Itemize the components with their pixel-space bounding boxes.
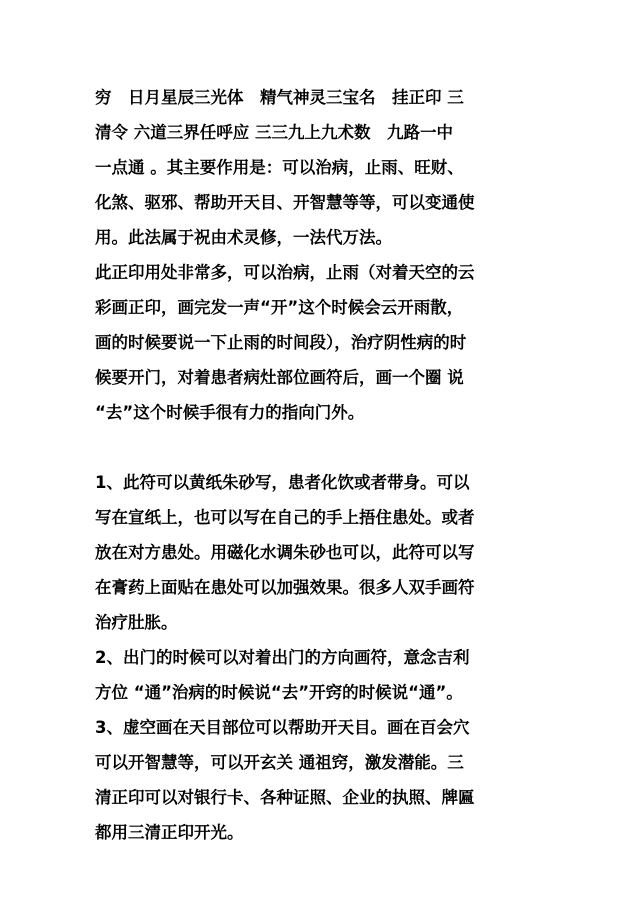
text-line-16: 治疗肚胀。: [95, 613, 178, 632]
text-line-6: 此正印用处非常多，可以治病，止雨（对着天空的云: [95, 263, 475, 282]
text-line-10: “去”这个时候手很有力的指向门外。: [95, 403, 365, 422]
text-line-5: 用。此法属于祝由术灵修，一法代万法。: [95, 228, 392, 247]
text-line-4: 化煞、驱邪、帮助开天目、开智慧等等，可以变通使: [95, 193, 475, 212]
text-line-1: 穷 日月星辰三光体 精气神灵三宝名 挂正印 三: [95, 88, 464, 107]
text-line-8: 画的时候要说一下止雨的时间段），治疗阴性病的时: [95, 333, 467, 352]
document-body: [95, 80, 547, 850]
text-line-18: 方位 “通”治病的时候说“去”开窍的时候说“通”。: [95, 683, 463, 702]
text-line-15: 在膏药上面贴在患处可以加强效果。很多人双手画符: [95, 578, 475, 597]
text-line-17: 2、出门的时候可以对着出门的方向画符，意念吉利: [95, 648, 470, 667]
text-line-13: 写在宣纸上，也可以写在自己的手上捂住患处。或者: [95, 508, 475, 527]
text-line-3: 一点通 。其主要作用是：可以治病，止雨、旺财、: [95, 158, 464, 177]
text-line-22: 都用三清正印开光。: [95, 823, 244, 842]
text-line-9: 候要开门，对着患者病灶部位画符后，画一个圈 说: [95, 368, 464, 387]
text-line-2: 清令 六道三界任呼应 三三九上九术数 九路一中: [95, 123, 453, 142]
text-line-14: 放在对方患处。用磁化水调朱砂也可以，此符可以写: [95, 543, 475, 562]
text-line-7: 彩画正印，画完发一声“开”这个时候会云开雨散，: [95, 298, 464, 317]
text-line-20: 可以开智慧等，可以开玄关 通祖窍，激发潜能。三: [95, 753, 464, 772]
text-line-21: 清正印可以对银行卡、各种证照、企业的执照、牌匾: [95, 788, 475, 807]
blank-line: [95, 430, 547, 465]
text-line-12: 1、此符可以黄纸朱砂写，患者化饮或者带身。可以: [95, 473, 470, 492]
text-line-19: 3、虚空画在天目部位可以帮助开天目。画在百会穴: [95, 718, 470, 737]
